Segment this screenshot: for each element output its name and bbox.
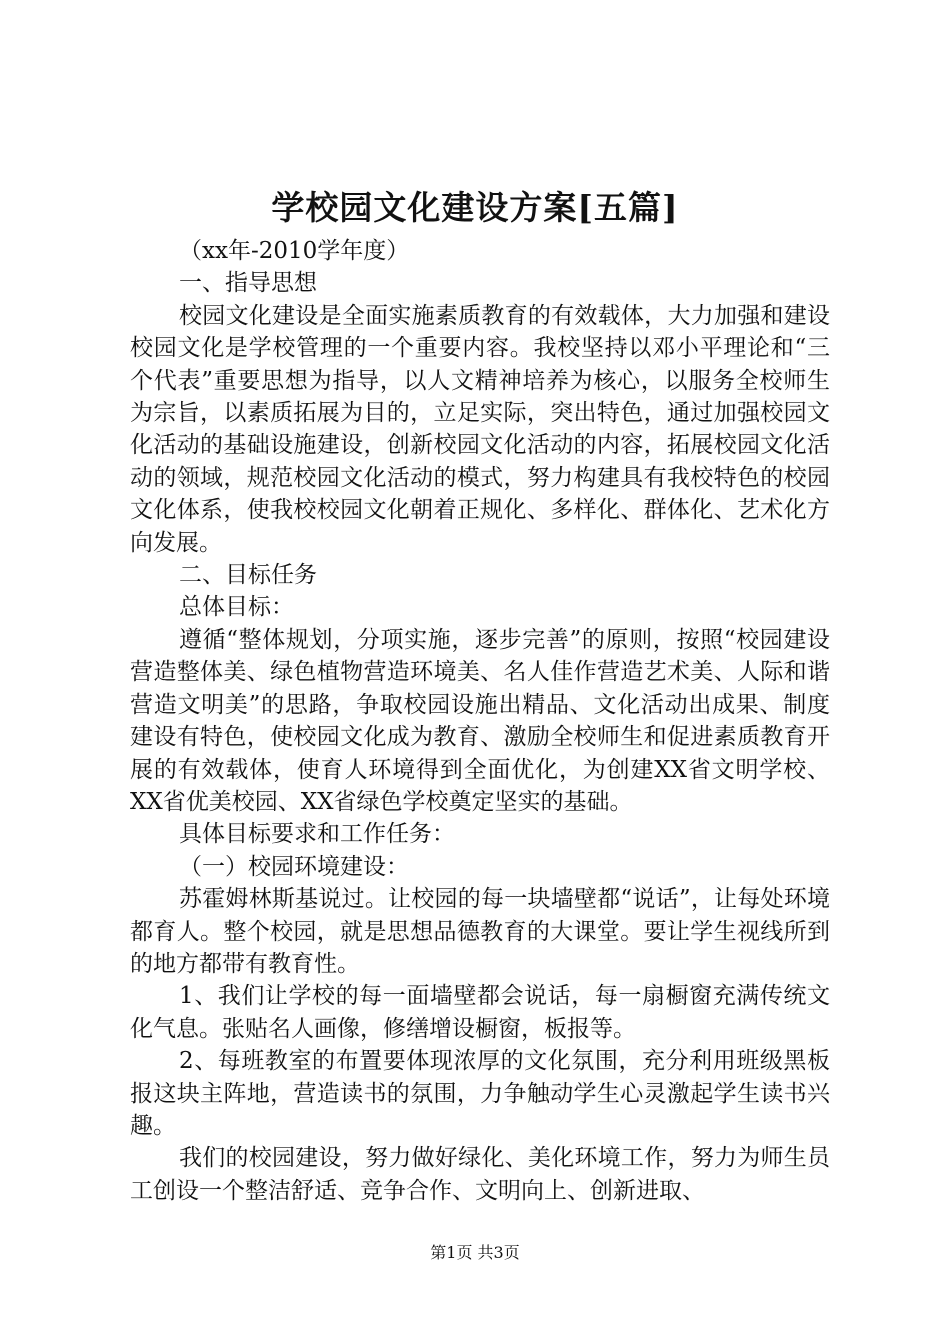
paragraph-guiding-ideology: 校园文化建设是全面实施素质教育的有效载体，大力加强和建设校园文化是学校管理的一个重要内容。我校坚持以邓小平理论和“三个代表”重要思想为指导，以人文精神培养为核心，以服务全校师生为宗旨，以素质拓展为目的，立足实际，突出特色，通过加强校园文化活动的基础设施建设，创新校园文化活动的内容，拓展校园文化活动的领域，规范校园文化活动的模式，努力构建具有我校特色的校园文化体系，使我校校园文化朝着正规化、多样化、群体化、艺术化方向发展。 — [130, 302, 830, 556]
list-item-2: 2、每班教室的布置要体现浓厚的文化氛围，充分利用班级黑板报这块主阵地，营造读书的氛围，力争触动学生心灵激起学生读书兴趣。 — [130, 1048, 830, 1139]
subheading-overall-goal: 总体目标： — [179, 594, 294, 621]
subheading-campus-environment: （一）校园环境建设： — [179, 853, 409, 880]
document-title: 学校园文化建设方案[五篇] — [271, 188, 679, 227]
heading-goals: 二、目标任务 — [179, 562, 317, 589]
paragraph-school-year: （xx年-2010学年度） — [179, 238, 410, 264]
page-number-footer: 第1页 共3页 — [430, 1243, 520, 1262]
heading-guiding-ideology: 一、指导思想 — [179, 270, 317, 297]
subheading-specific-goals: 具体目标要求和工作任务： — [179, 821, 455, 848]
paragraph-overall-goal: 遵循“整体规划，分项实施，逐步完善”的原则，按照“校园建设营造整体美、绿色植物营造环境美、名人佳作营造艺术美、人际和谐营造文明美”的思路，争取校园设施出精品、文化活动出成果、制度建设有特色，使校园文化成为教育、激励全校师生和促进素质教育开展的有效载体，使育人环境得到全面优化，为创建XX省文明学校、XX省优美校园、XX省绿色学校奠定坚实的基础。 — [130, 626, 830, 815]
paragraph-sukhomlinsky: 苏霍姆林斯基说过。让校园的每一块墙壁都“说话”，让每处环境都育人。整个校园，就是思想品德教育的大课堂。要让学生视线所到的地方都带有教育性。 — [130, 886, 830, 977]
list-item-1: 1、我们让学校的每一面墙壁都会说话，每一扇橱窗充满传统文化气息。张贴名人画像，修缮增设橱窗，板报等。 — [130, 983, 830, 1042]
document-body — [130, 235, 830, 1207]
paragraph-campus-building: 我们的校园建设，努力做好绿化、美化环境工作，努力为师生员工创设一个整洁舒适、竞争合作、文明向上、创新进取、 — [130, 1145, 830, 1204]
